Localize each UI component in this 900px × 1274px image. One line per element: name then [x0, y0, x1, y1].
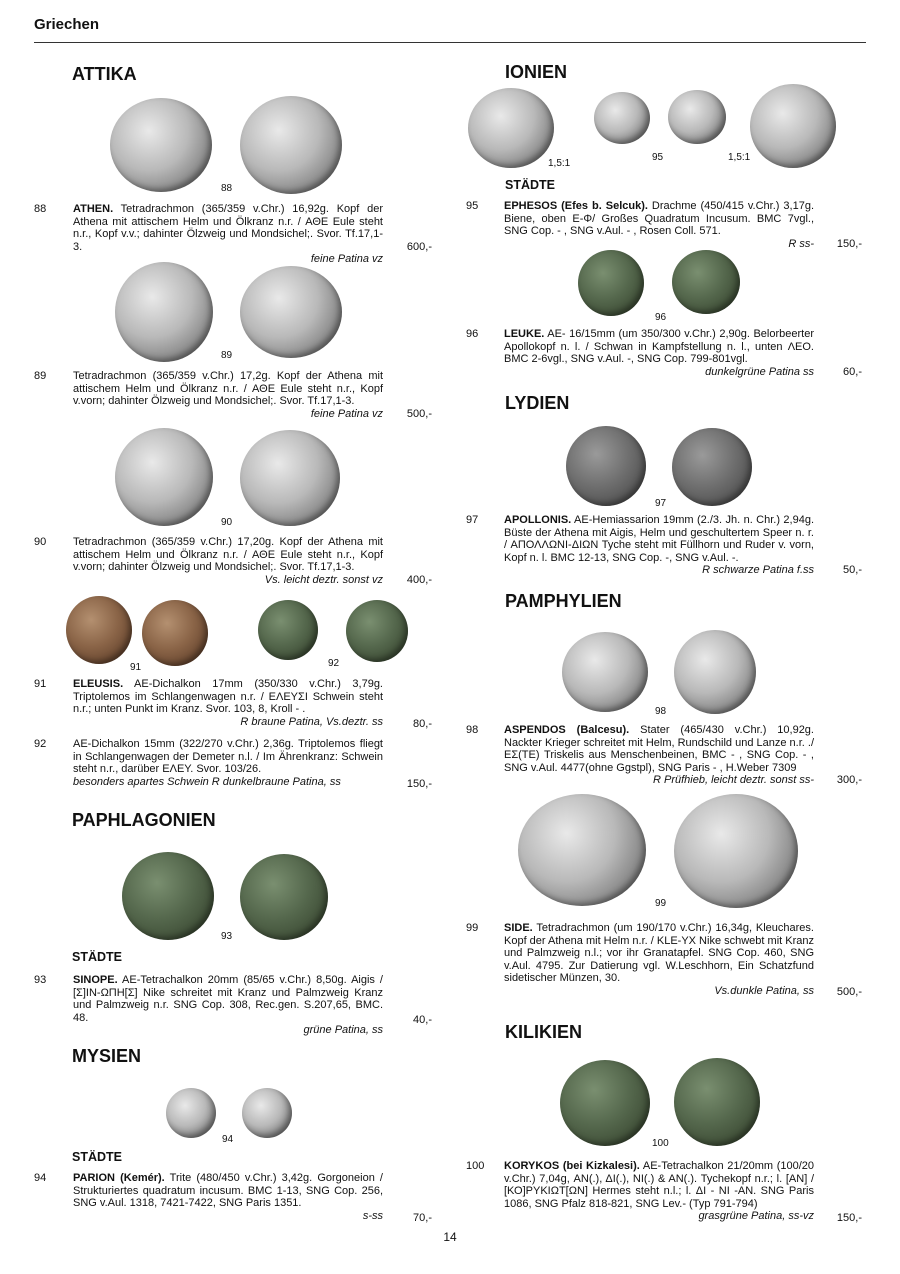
lot-description: Drachme (450/415 v.Chr.) 3,17g. Biene, oben Ε-Φ/ Großes Quadratum Incusum. BMC 7vgl., SNG Cop. - , SNG v.Aul. - , Rosen Coll. 571.: [504, 200, 814, 237]
lot-grade: besonders apartes Schwein R dunkelbraune Patina, ss: [73, 775, 341, 788]
coin-99-reverse: [674, 794, 798, 908]
lot-price: 500,-: [406, 407, 432, 420]
image-label-96: 96: [655, 312, 667, 323]
image-label-99: 99: [655, 898, 667, 909]
image-label-93: 93: [221, 931, 233, 942]
lot-description: AE-Tetrachalkon 20mm (85/65 v.Chr.) 8,50g. Aigis / [Σ]ΙΝ-ΩΠΗ[Σ] Nike schreitet mit Kranz und Palmzweig Kranz und Palmzweig n.r. SNG Cop. 308, Rec.gen. S.207,65, BMC. 48.: [73, 974, 383, 1024]
lot-description: Trite (480/450 v.Chr.) 3,42g. Gorgoneion / Strukturiertes quadratum incusum. BMC 1-13, SNG Cop. 256, SNG v.Aul. 1318, 7421-7422, SNG Paris 1351.: [73, 1172, 383, 1209]
lot-city: SINOPE.: [73, 974, 118, 986]
coin-96-obverse: [578, 250, 644, 316]
coin-93-obverse: [122, 852, 214, 940]
section-paphlagonien: PAPHLAGONIEN: [72, 810, 216, 830]
lot-description: AE-Hemiassarion 19mm (2./3. Jh. n. Chr.) 2,94g. Büste der Athena mit Aigis, Helm und geschultertem Speer n. r. / ΑΠΟΛΛΩΝΙ-ΔΙΩΝ Tyche steht mit Füllhorn und Ruder v. vorn, Kopf n. l. BMC 12-13, SNG Cop. -, SNG v.Aul. -.: [504, 514, 814, 564]
image-label-88: 88: [221, 183, 233, 194]
lot-96: [466, 328, 862, 378]
coin-97-reverse: [672, 428, 752, 506]
coin-88-reverse: [240, 96, 342, 194]
image-label-scale: 1,5:1: [728, 152, 751, 163]
lot-price: 80,-: [413, 717, 432, 730]
lot-number: 88: [34, 203, 47, 215]
lot-number: 91: [34, 678, 47, 690]
lot-97: [466, 514, 862, 576]
page-number: 14: [443, 1230, 457, 1244]
lot-description: AE- 16/15mm (um 350/300 v.Chr.) 2,90g. Belorbeerter Apollokopf n. l. / Schwan in Kampfstellung n. l., unten ΛΕΟ. BMC 2-6vgl., SNG v.Aul. -, SNG Cop. 799-801vgl.: [504, 328, 814, 365]
coin-97-obverse: [566, 426, 646, 506]
image-label-91: 91: [130, 662, 142, 673]
lot-number: 97: [466, 514, 479, 526]
header-rule: [34, 42, 866, 43]
lot-number: 98: [466, 724, 479, 736]
subsection-staedte: STÄDTE: [72, 950, 122, 964]
lot-grade: s-ss: [362, 1209, 383, 1222]
image-label-94: 94: [222, 1134, 234, 1145]
lot-number: 95: [466, 200, 479, 212]
coin-94-reverse: [242, 1088, 292, 1138]
lot-price: 50,-: [843, 563, 862, 576]
section-ionien: IONIEN: [505, 62, 568, 82]
coin-95-enlarged-obverse: [468, 88, 554, 168]
coin-94-obverse: [166, 1088, 216, 1138]
section-lydien: LYDIEN: [505, 393, 570, 413]
subsection-staedte: STÄDTE: [72, 1150, 122, 1164]
section-attika: ATTIKA: [72, 64, 137, 84]
coin-92-reverse: [346, 600, 408, 662]
coin-89-obverse: [115, 262, 213, 362]
lot-number: 94: [34, 1172, 47, 1184]
lot-city: PARION (Kemér).: [73, 1172, 165, 1184]
lot-description: Tetradrachmon (365/359 v.Chr.) 16,92g. Kopf der Athena mit attischem Helm und Ölkranz n.r. / ΑΘΕ Eule steht n.r., Kopf v.v.; dahinter Ölzweig und Mondsichel;. Svor. Tf.17,1-3.: [73, 203, 383, 253]
coin-95-reverse: [668, 90, 726, 144]
lot-price: 60,-: [843, 365, 862, 378]
coin-99-obverse: [518, 794, 646, 906]
lot-description: Tetradrachmon (365/359 v.Chr.) 17,20g. Kopf der Athena mit attischem Helm und Ölkranz n.r. / ΑΘΕ Eule steht n.r., Kopf v.vorn; dahinter Ölzweig und Mondsichel;. Svor. Tf.17,1-3.: [73, 536, 383, 573]
lot-price: 150,-: [836, 1211, 862, 1224]
coin-91-reverse: [142, 600, 208, 666]
lot-grade: R ss-: [788, 237, 814, 250]
lot-grade: dunkelgrüne Patina ss: [705, 365, 814, 378]
lot-100: [466, 1160, 862, 1224]
image-label-100: 100: [652, 1138, 669, 1149]
coin-98-reverse: [674, 630, 756, 714]
image-label-97: 97: [655, 498, 667, 509]
lot-city: KORYKOS (bei Kizkalesi).: [504, 1160, 640, 1172]
lot-grade: grasgrüne Patina, ss-vz: [698, 1210, 814, 1222]
lot-price: 70,-: [413, 1211, 432, 1224]
section-kilikien: KILIKIEN: [505, 1022, 583, 1042]
lot-grade: grüne Patina, ss: [303, 1024, 383, 1036]
lot-grade: feine Patina vz: [310, 407, 383, 420]
lot-city: ASPENDOS (Balcesu).: [504, 724, 630, 736]
page-header: Griechen: [34, 16, 100, 33]
section-pamphylien: PAMPHYLIEN: [505, 591, 622, 611]
lot-city: EPHESOS (Efes b. Selcuk).: [504, 200, 648, 212]
coin-90-reverse: [240, 430, 340, 526]
coin-91-obverse: [66, 596, 132, 664]
image-label-95: 95: [652, 152, 664, 163]
lot-92: [34, 738, 432, 790]
coin-90-obverse: [115, 428, 213, 526]
lot-price: 150,-: [406, 777, 432, 790]
lot-description: Stater (465/430 v.Chr.) 10,92g. Nackter Krieger schreitet mit Helm, Rundschild und Lanze n.r. ./ ΕΣ(ΤΕ) Triskelis aus Menschenbeinen, BMC - , SNG Cop. - , SNG v.Aul. 4477(ohne Ggstpl), SNG Paris - , H.Weber 7309: [504, 724, 814, 774]
lot-city: ELEUSIS.: [73, 678, 124, 690]
lot-description: AE-Dichalkon 17mm (350/330 v.Chr.) 3,79g. Triptolemos im Schlangenwagen n.r. / ΕΛΕΥΣΙ Schwein steht n.r.; unten Punkt im Kranz. Svor. 103, 8, Kroll - .: [73, 678, 383, 715]
image-label-92: 92: [328, 658, 340, 669]
lot-number: 89: [34, 370, 47, 382]
lot-price: 400,-: [406, 573, 432, 586]
coin-100-obverse: [560, 1060, 650, 1146]
lot-number: 93: [34, 974, 47, 986]
coin-95-obverse: [594, 92, 650, 144]
lot-grade: Vs.dunkle Patina, ss: [714, 984, 814, 997]
lot-90: [34, 536, 432, 586]
image-label-scale: 1,5:1: [548, 158, 571, 169]
lot-grade: R braune Patina, Vs.deztr. ss: [240, 715, 383, 728]
lot-description: AE-Dichalkon 15mm (322/270 v.Chr.) 2,36g. Triptolemos fliegt in Schlangenwagen der Demeter n.l. / Im Ährenkranz: Schwein steht n.r., darüber ΕΛΕΥ. Svor. 103/26.: [73, 738, 383, 775]
lot-98: [466, 724, 862, 786]
lot-price: 600,-: [406, 240, 432, 253]
lot-grade: feine Patina vz: [310, 253, 383, 265]
coin-98-obverse: [562, 632, 648, 712]
coin-92-obverse: [258, 600, 318, 660]
lot-94: [34, 1172, 432, 1224]
subsection-staedte: STÄDTE: [505, 178, 555, 192]
lot-88: [34, 203, 432, 265]
lot-99: [466, 922, 862, 998]
lot-city: ATHEN.: [73, 203, 114, 215]
lot-grade: Vs. leicht deztr. sonst vz: [264, 573, 383, 586]
lot-price: 40,-: [413, 1013, 432, 1026]
coin-95-enlarged-reverse: [750, 84, 836, 168]
coin-88-obverse: [110, 98, 212, 192]
lot-93: [34, 974, 432, 1036]
lot-description: Tetradrachmon (365/359 v.Chr.) 17,2g. Kopf der Athena mit attischem Helm und Ölkranz n.r. / ΑΘΕ Eule steht n.r., Kopf v.vorn; dahinter Ölzweig und Mondsichel;. Svor. Tf.17,1-3.: [73, 370, 383, 407]
coin-93-reverse: [240, 854, 328, 940]
lot-grade: R Prüfhieb, leicht deztr. sonst ss-: [653, 774, 814, 786]
image-label-90: 90: [221, 517, 233, 528]
lot-price: 300,-: [836, 773, 862, 786]
coin-96-reverse: [672, 250, 740, 314]
lot-price: 150,-: [836, 237, 862, 250]
lot-grade: R schwarze Patina f.ss: [702, 564, 814, 576]
lot-number: 92: [34, 738, 47, 750]
lot-description: AE-Tetrachalkon 21/20mm (100/20 v.Chr.) 7,04g, ΑΝ(.), ΔΙ(.), ΝΙ(.) & ΑΝ(.). Tychekopf n.r.; l. [ΑΝ] / [ΚΟ]ΡΥΚΙΩΤ[ΩΝ] Hermes steht n.l.; l. ΔΙ - ΝΙ -ΑΝ. SNG Paris 1086, SNG Pfalz 818-821, SNG Lev.- (Typ 791-794): [504, 1160, 814, 1210]
lot-city: SIDE.: [504, 922, 533, 934]
image-label-98: 98: [655, 706, 667, 717]
lot-description: Tetradrachmon (um 190/170 v.Chr.) 16,34g, Kleuchares. Kopf der Athena mit Helm n.r. / KLE-YX Nike schwebt mit Kranz und Palmzweig n.l.; vor ihr Granatapfel. SNG Cop. 460, SNG v.Aul. 4795. Zur Datierung vgl. W.Leschhorn, Ein Schatzfund sidetischer Münzen, 30.: [504, 922, 814, 984]
lot-95: [466, 200, 862, 250]
lot-91: [34, 678, 432, 730]
coin-89-reverse: [240, 266, 342, 358]
lot-city: LEUKE.: [504, 328, 545, 340]
lot-89: [34, 370, 432, 420]
lot-number: 99: [466, 922, 479, 934]
lot-number: 90: [34, 536, 47, 548]
coin-100-reverse: [674, 1058, 760, 1146]
lot-number: 96: [466, 328, 479, 340]
lot-city: APOLLONIS.: [504, 514, 572, 526]
section-mysien: MYSIEN: [72, 1046, 142, 1066]
lot-price: 500,-: [836, 985, 862, 998]
image-label-89: 89: [221, 350, 233, 361]
lot-number: 100: [466, 1160, 485, 1172]
